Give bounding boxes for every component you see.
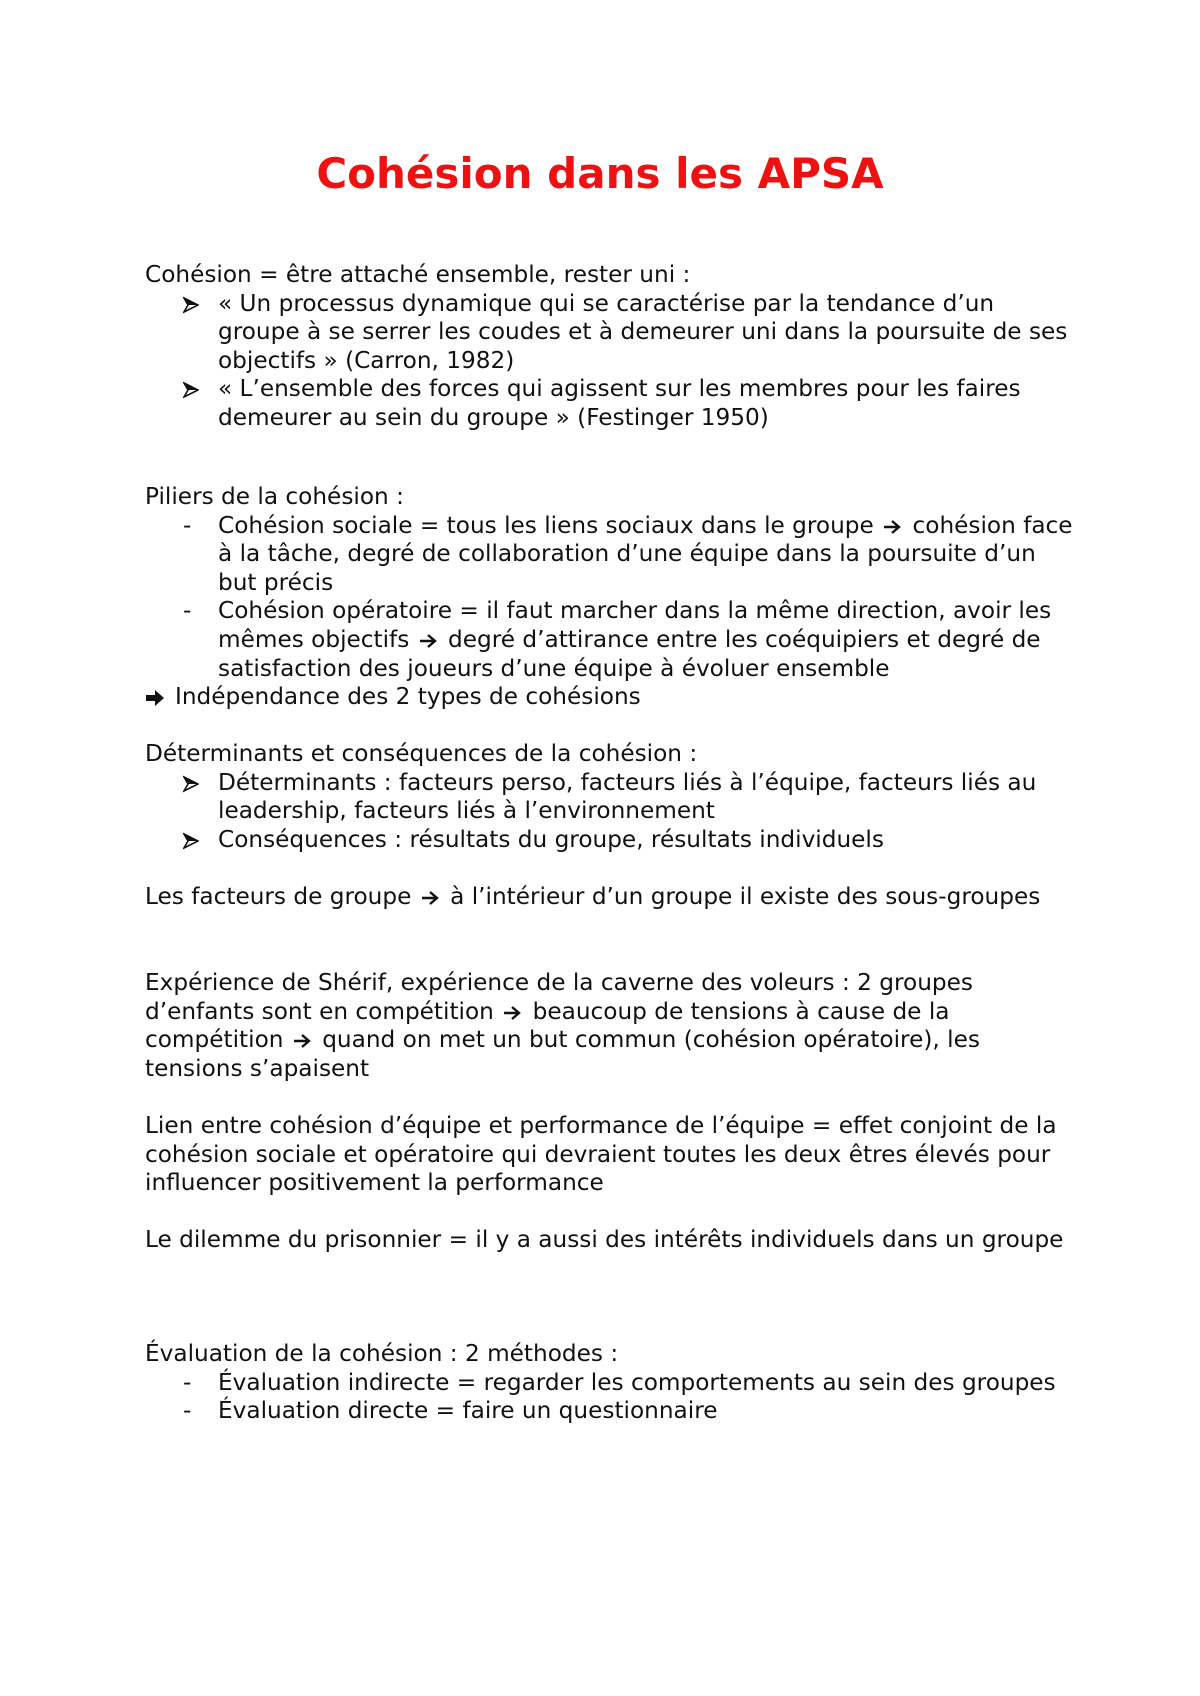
section-heading: Évaluation de la cohésion : 2 méthodes : (145, 1340, 619, 1367)
section-heading: Cohésion = être attaché ensemble, rester uni : (145, 261, 691, 288)
section-facteurs-groupe (145, 883, 1075, 912)
section-experience-sherif (145, 969, 1075, 1083)
paragraph-text-b: beaucoup de tensions à cause de la compétition (145, 997, 950, 1054)
list-item-text-b: cohésion face à la tâche, degré de collaboration d’une équipe dans la poursuite d’un but précis (218, 511, 1073, 596)
right-arrow-icon (883, 518, 903, 536)
list-item-text: Déterminants : facteurs perso, facteurs liés à l’équipe, facteurs liés au leadership, facteurs liés à l’environnement (218, 768, 1037, 825)
page-title: Cohésion dans les APSA (316, 149, 884, 198)
list-item (145, 290, 1075, 376)
dash-bullet: - (183, 1368, 192, 1396)
dash-bullet: - (183, 1397, 192, 1425)
section-evaluation (145, 1340, 1075, 1426)
list-item (145, 512, 1075, 598)
right-arrow-icon (503, 1004, 523, 1022)
paragraph-text-a: Les facteurs de groupe (145, 883, 412, 910)
list-item-text: Évaluation indirecte = regarder les comportements au sein des groupes (218, 1368, 1056, 1396)
arrowhead-bullet-icon (183, 826, 199, 855)
section-heading: Déterminants et conséquences de la cohésion : (145, 740, 698, 767)
list-item (145, 826, 1075, 855)
list-item (145, 769, 1075, 826)
arrowhead-bullet-icon (183, 290, 199, 319)
right-arrow-icon (293, 1032, 313, 1050)
paragraph-text-a: Expérience de Shérif, expérience de la caverne des voleurs : 2 groupes d’enfants sont en compétition (145, 969, 973, 1025)
right-arrow-icon (419, 632, 439, 650)
list-item-text-b: degré d’attirance entre les coéquipiers et degré de satisfaction des joueurs d’une équipe à évoluer ensemble (218, 625, 1041, 682)
list-item-text: Évaluation directe = faire un questionnaire (218, 1397, 718, 1425)
list-item-text: « Un processus dynamique qui se caractérise par la tendance d’un groupe à se serrer les coudes et à demeurer uni dans la poursuite de ses objectifs » (Carron, 1982) (218, 289, 1068, 374)
list-item-text-a: Cohésion sociale = tous les liens sociaux dans le groupe (218, 511, 874, 539)
bold-right-arrow-icon (145, 683, 165, 712)
list-item-text: « L’ensemble des forces qui agissent sur les membres pour les faires demeurer au sein du groupe » (Festinger 1950) (218, 375, 1021, 431)
list-item-text: Conséquences : résultats du groupe, résultats individuels (218, 825, 884, 853)
section-piliers (145, 483, 1075, 712)
paragraph: Le dilemme du prisonnier = il y a aussi des intérêts individuels dans un groupe (145, 1226, 1064, 1253)
list-item-text-a: Cohésion opératoire = il faut marcher dans la même direction, avoir les mêmes objectifs (218, 597, 1052, 653)
dash-bullet: - (183, 597, 192, 625)
dash-bullet: - (183, 511, 192, 539)
section-dilemme (145, 1226, 1075, 1255)
right-arrow-icon (421, 889, 441, 907)
section-definition (145, 261, 1075, 433)
section-heading: Piliers de la cohésion : (145, 483, 404, 510)
section-determinants (145, 740, 1075, 854)
list-item (145, 375, 1075, 432)
list-item (145, 1397, 1075, 1426)
section-lien-performance (145, 1112, 1075, 1198)
paragraph-text-c: quand on met un but commun (cohésion opératoire), les tensions s’apaisent (145, 1026, 980, 1082)
list-item (145, 1369, 1075, 1398)
conclusion-text: Indépendance des 2 types de cohésions (175, 683, 641, 711)
paragraph-text-b: à l’intérieur d’un groupe il existe des sous-groupes (450, 883, 1041, 910)
paragraph: Lien entre cohésion d’équipe et performance de l’équipe = effet conjoint de la cohésion sociale et opératoire qui devraient toutes les deux êtres élevés pour influencer positivement la performance (145, 1112, 1057, 1197)
conclusion-line (145, 683, 1075, 712)
arrowhead-bullet-icon (183, 769, 199, 798)
list-item (145, 597, 1075, 683)
paragraph (145, 969, 1075, 1083)
arrowhead-bullet-icon (183, 375, 199, 404)
paragraph (145, 883, 1075, 912)
